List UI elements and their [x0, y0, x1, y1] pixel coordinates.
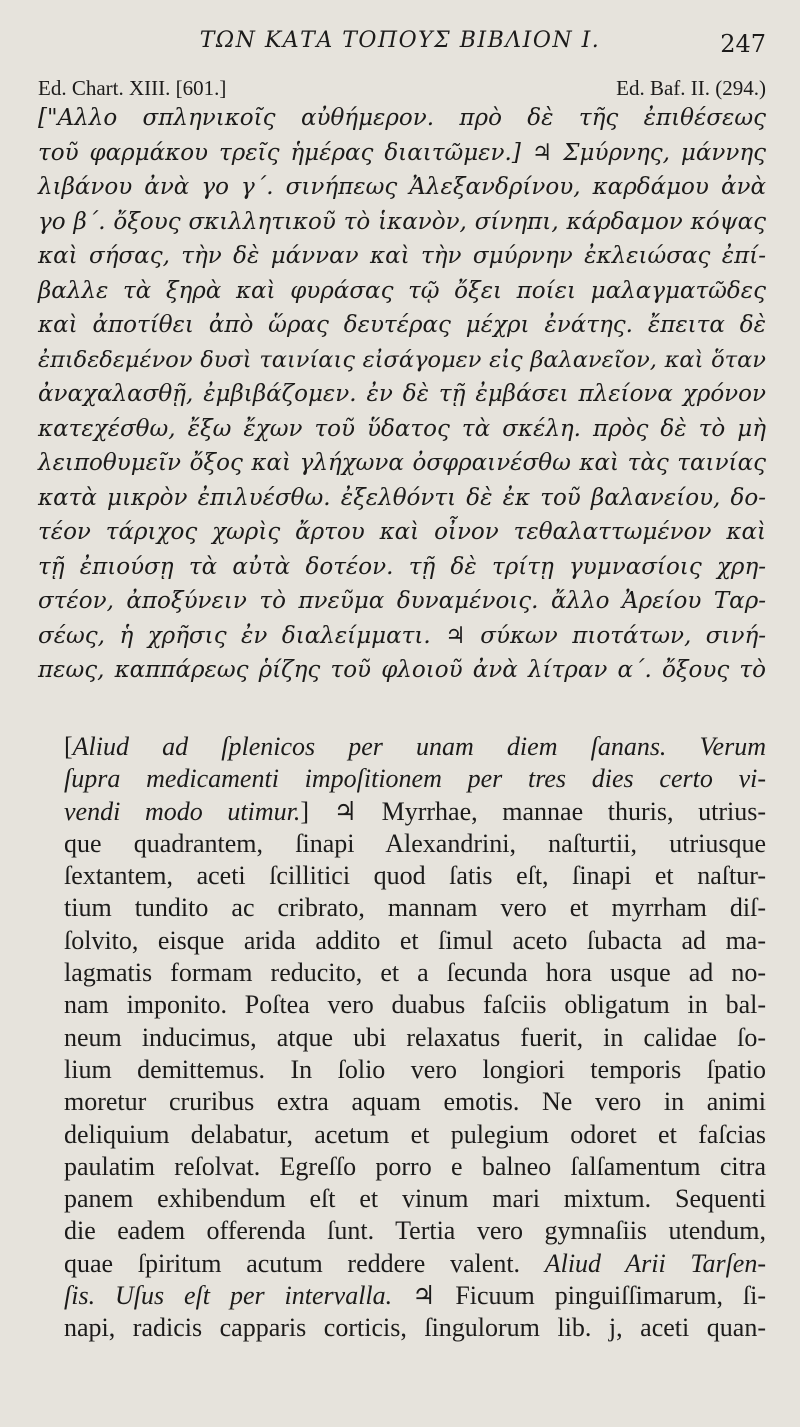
latin-line: [64, 989, 766, 1021]
latin-run: tium tundito ac cribrato, mannam vero et myrrham diſ-: [64, 893, 766, 923]
latin-line: [64, 1280, 766, 1312]
latin-line: [64, 957, 766, 989]
latin-run: que quadrantem, ſinapi Alexandrini, naſturtii, utriusque: [64, 828, 766, 858]
greek-line: τοῦ φαρμάκου τρεῖς ἡμέρας διαιτῶμεν.] ♃ Σμύρνης, μάννης: [38, 139, 766, 166]
latin-run: quae ſpiritum acutum reddere valent.: [64, 1248, 545, 1278]
greek-line: ἐπιδεδεμένον δυσὶ ταινίαις εἰσάγομεν εἰς βαλανεῖον, καὶ ὅταν: [38, 346, 766, 373]
running-title: ΤΩΝ ΚΑΤΑ ΤΟΠΟΥΣ ΒΙΒΛΙΟΝ I.: [199, 28, 601, 53]
latin-run: neum inducimus, atque ubi relaxatus fuerit, in calidae ſo-: [64, 1022, 766, 1052]
edition-references: [38, 76, 766, 101]
latin-line: [64, 1054, 766, 1086]
greek-line: κατεχέσθω, ἔξω ἔχων τοῦ ὕδατος τὰ σκέλη. πρὸς δὲ τὸ μὴ: [38, 415, 766, 442]
latin-run: die eadem offerenda ſunt. Tertia vero gymnaſiis utendum,: [64, 1216, 766, 1246]
greek-line: λιβάνου ἀνὰ γο γ΄. σινήπεως Ἀλεξανδρίνου, καρδάμου ἀνὰ: [38, 174, 766, 200]
latin-run: moretur cruribus extra aquam emotis. Ne vero in animi: [64, 1087, 766, 1117]
latin-line: [64, 1215, 766, 1247]
greek-line: καὶ σήσας, τὴν δὲ μάνναν καὶ τὴν σμύρνην ἐκλειώσας ἐπί-: [38, 243, 766, 269]
latin-line: [64, 1119, 766, 1151]
page-number: 247: [720, 30, 766, 58]
latin-run: deliquium delabatur, acetum et pulegium odoret et faſcias: [64, 1119, 766, 1149]
latin-line: [64, 1086, 766, 1118]
latin-run: napi, radicis capparis corticis, ſingulorum lib. j, aceti quan-: [64, 1313, 766, 1343]
greek-line: ἀναχαλασθῇ, ἐμβιβάζομεν. ἐν δὲ τῇ ἐμβάσει πλείονα χρόνον: [38, 381, 766, 407]
greek-line: ["Αλλο σπληνικοῖς αὐθήμερον. πρὸ δὲ τῆς ἐπιθέσεως: [38, 105, 766, 131]
latin-line: [64, 796, 766, 828]
greek-line: λειποθυμεῖν ὄξος καὶ γλήχωνα ὀσφραινέσθω καὶ τὰς ταινίας: [38, 450, 766, 476]
latin-italic-run: ſupra medicamenti impoſitionem per tres dies certo vi-: [64, 764, 766, 794]
latin-run: paulatim reſolvat. Egreſſo porro e balneo ſalſamentum citra: [64, 1151, 766, 1181]
latin-line: [64, 828, 766, 860]
latin-italic-run: Aliud Arii Tarſen-: [544, 1248, 766, 1278]
latin-line: [64, 731, 766, 763]
latin-run: [: [64, 732, 73, 761]
latin-italic-run: ſis. Uſus eſt per intervalla.: [64, 1281, 393, 1311]
greek-line: τῇ ἐπιούσῃ τὰ αὐτὰ δοτέον. τῇ δὲ τρίτῃ γυμνασίοις χρη-: [38, 553, 766, 580]
latin-run: ♃ Ficuum pinguiſſimarum, ſi-: [392, 1281, 767, 1311]
latin-run: nam imponito. Poſtea vero duabus faſciis obligatum in bal-: [64, 990, 766, 1020]
latin-run: ſextantem, aceti ſcillitici quod ſatis eſt, ſinapi et naſtur-: [64, 861, 766, 891]
latin-run: ] ♃ Myrrhae, mannae thuris, utrius-: [300, 796, 766, 826]
greek-line: στέον, ἀποξύνειν τὸ πνεῦμα δυναμένοις. ἄλλο Ἀρείου Ταρ-: [38, 588, 766, 614]
greek-line: κατὰ μικρὸν ἐπιλυέσθω. ἐξελθόντι δὲ ἐκ τοῦ βαλανείου, δο-: [38, 484, 766, 511]
greek-line: πεως, καππάρεως ῥίζης τοῦ φλοιοῦ ἀνὰ λίτραν α΄. ὄξους τὸ: [38, 657, 766, 683]
greek-line: καὶ ἀποτίθει ἀπὸ ὥρας δευτέρας μέχρι ἐνάτης. ἔπειτα δὲ: [38, 312, 766, 338]
latin-line: [64, 1248, 766, 1280]
latin-line: [64, 860, 766, 892]
latin-text-block: [64, 731, 766, 1345]
latin-run: lagmatis formam reducito, et a ſecunda hora usque ad no-: [64, 958, 766, 988]
greek-line: τέον τάριχος χωρὶς ἄρτου καὶ οἶνον τεθαλαττωμένον καὶ: [38, 519, 766, 545]
latin-line: [64, 1022, 766, 1054]
edition-left: Ed. Chart. XIII. [601.]: [38, 76, 227, 100]
latin-run: panem exhibendum eſt et vinum mari mixtum. Sequenti: [64, 1184, 766, 1214]
greek-line: σέως, ἡ χρῆσις ἐν διαλείμματι. ♃ σύκων πιοτάτων, σινή-: [38, 622, 766, 649]
greek-line: βαλλε τὰ ξηρὰ καὶ φυράσας τῷ ὄξει ποίει μαλαγματῶδες: [38, 277, 766, 304]
latin-italic-run: Aliud ad ſplenicos per unam diem ſanans. Verum: [72, 732, 766, 761]
latin-line: [64, 1312, 766, 1344]
greek-line: γο β΄. ὄξους σκιλλητικοῦ τὸ ἱκανὸν, σίνηπι, κάρδαμον κόψας: [38, 208, 766, 235]
latin-italic-run: vendi modo utimur.: [64, 796, 301, 826]
latin-line: [64, 925, 766, 957]
latin-run: lium demittemus. In ſolio vero longiori temporis ſpatio: [64, 1054, 766, 1084]
edition-right: Ed. Baf. II. (294.): [616, 76, 766, 100]
latin-line: [64, 763, 766, 795]
latin-line: [64, 1183, 766, 1215]
latin-run: ſolvito, eisque arida addito et ſimul aceto ſubacta ad ma-: [64, 925, 766, 955]
latin-line: [64, 892, 766, 924]
greek-text-block: [38, 101, 766, 688]
latin-line: [64, 1151, 766, 1183]
